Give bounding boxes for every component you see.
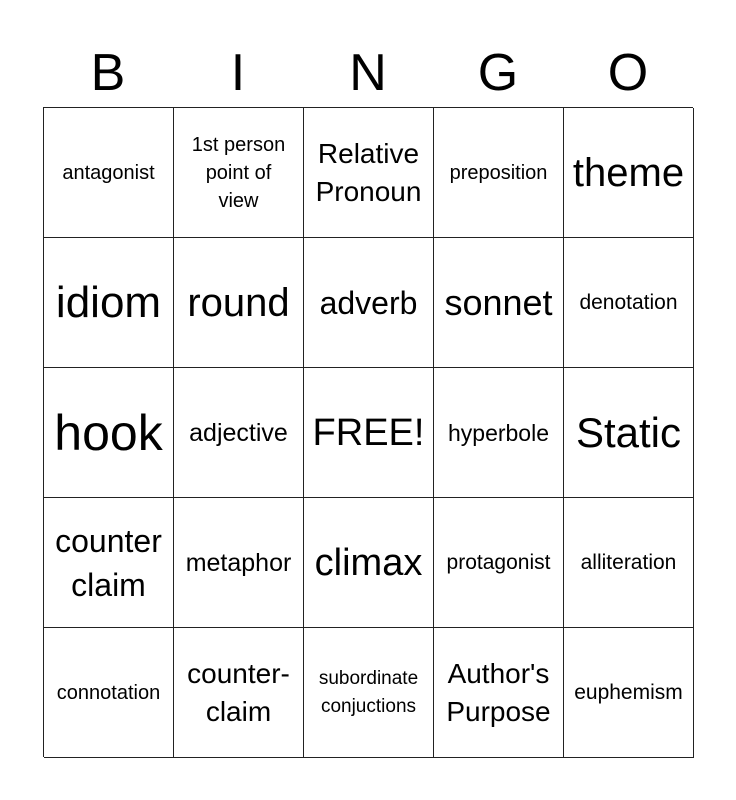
header-letter-n: N <box>349 44 387 102</box>
bingo-cell[interactable] <box>564 108 694 238</box>
cell-text: denotation <box>579 290 678 314</box>
bingo-cell[interactable] <box>174 628 304 758</box>
cell-text: counter- claim <box>187 657 290 727</box>
bingo-cell[interactable] <box>174 238 304 368</box>
header-letter-o: O <box>607 44 649 102</box>
header-letter-b: B <box>90 44 126 102</box>
cell-text: FREE! <box>312 411 425 454</box>
bingo-header <box>43 40 693 106</box>
bingo-cell[interactable] <box>564 238 694 368</box>
cell-text: subordinate conjuctions <box>318 667 419 717</box>
bingo-cell[interactable] <box>564 498 694 628</box>
cell-text: connotation <box>56 681 161 704</box>
bingo-cell[interactable] <box>174 498 304 628</box>
cell-text: preposition <box>449 161 548 184</box>
bingo-cell[interactable] <box>304 238 434 368</box>
cell-text: counter claim <box>55 522 162 603</box>
cell-text: idiom <box>55 277 162 327</box>
bingo-cell[interactable] <box>44 368 174 498</box>
cell-text: metaphor <box>185 548 292 577</box>
bingo-cell[interactable] <box>44 498 174 628</box>
cell-text: theme <box>572 150 685 195</box>
cell-text: adjective <box>189 418 288 447</box>
cell-text: 1st person point of view <box>191 133 286 212</box>
header-letter-g: G <box>477 44 519 102</box>
bingo-card-grid <box>43 107 693 757</box>
bingo-cell[interactable] <box>304 368 434 498</box>
bingo-cell[interactable] <box>44 108 174 238</box>
cell-text: Relative Pronoun <box>315 137 422 207</box>
bingo-cell[interactable] <box>564 368 694 498</box>
bingo-cell[interactable] <box>44 628 174 758</box>
bingo-cell[interactable] <box>564 628 694 758</box>
bingo-cell[interactable] <box>304 498 434 628</box>
header-letter-i: I <box>230 44 246 102</box>
bingo-cell[interactable] <box>174 108 304 238</box>
bingo-cell[interactable] <box>434 498 564 628</box>
cell-text: Author's Purpose <box>446 657 551 727</box>
bingo-cell[interactable] <box>434 238 564 368</box>
cell-text: alliteration <box>580 550 677 574</box>
cell-text: climax <box>314 541 423 584</box>
bingo-cell[interactable] <box>174 368 304 498</box>
cell-text: adverb <box>319 284 418 321</box>
cell-text: round <box>187 280 290 325</box>
cell-text: Static <box>575 408 682 456</box>
cell-text: antagonist <box>62 161 155 184</box>
bingo-cell[interactable] <box>434 108 564 238</box>
bingo-cell[interactable] <box>434 628 564 758</box>
bingo-cell[interactable] <box>304 628 434 758</box>
bingo-cell[interactable] <box>304 108 434 238</box>
bingo-cell[interactable] <box>434 368 564 498</box>
cell-text: hyperbole <box>447 419 550 446</box>
cell-text: sonnet <box>444 281 553 323</box>
cell-text: hook <box>54 404 163 461</box>
bingo-cell[interactable] <box>44 238 174 368</box>
cell-text: protagonist <box>446 550 551 574</box>
cell-text: euphemism <box>574 680 683 704</box>
